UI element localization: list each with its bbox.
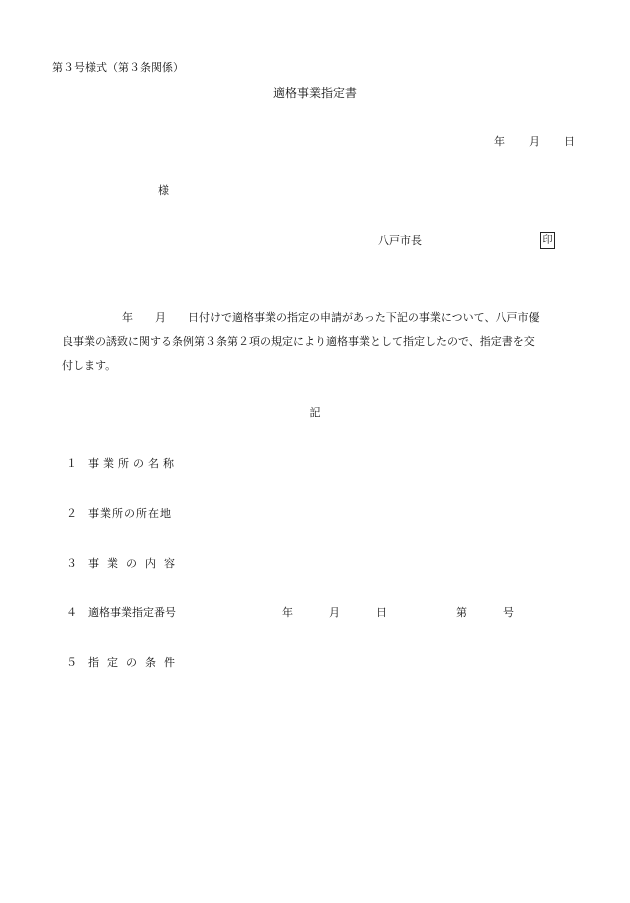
item-4-number-field xyxy=(456,606,514,620)
item-4-dai: 第 xyxy=(456,606,467,619)
item-5 xyxy=(66,656,183,670)
item-2 xyxy=(66,507,172,521)
ki-label: 記 xyxy=(309,406,321,419)
item-3-label: 事業の内容 xyxy=(88,557,183,570)
item-1-label: 事業所の名称 xyxy=(88,457,178,470)
body-line-1: 年 月 日付けで適格事業の指定の申請があった下記の事業について、八戸市優 xyxy=(122,311,540,324)
form-number: 第３号様式（第３条関係） xyxy=(52,61,184,74)
body-line-3: 付します。 xyxy=(62,359,117,372)
item-4-label: 適格事業指定番号 xyxy=(88,606,176,619)
item-1-number: １ xyxy=(66,457,77,470)
body-line-2: 良事業の誘致に関する条例第３条第２項の規定により適格事業として指定したので、指定書を交 xyxy=(62,335,535,348)
item-4 xyxy=(66,606,176,620)
item-2-number: ２ xyxy=(66,507,77,520)
header-date xyxy=(494,135,575,149)
item-2-label: 事業所の所在地 xyxy=(88,507,172,520)
seal-mark: 印 xyxy=(540,232,555,249)
header-date-year: 年 xyxy=(494,135,505,148)
addressee-suffix: 様 xyxy=(158,184,169,197)
item-4-number: ４ xyxy=(66,606,77,619)
item-4-go: 号 xyxy=(503,606,514,619)
item-4-day: 日 xyxy=(376,606,387,619)
document-title: 適格事業指定書 xyxy=(272,86,357,100)
header-date-month: 月 xyxy=(529,135,540,148)
item-5-number: ５ xyxy=(66,656,77,669)
header-date-day: 日 xyxy=(564,135,575,148)
item-3 xyxy=(66,557,183,571)
item-5-label: 指定の条件 xyxy=(88,656,183,669)
issuer-name: 八戸市長 xyxy=(378,234,422,247)
item-1 xyxy=(66,457,178,471)
item-4-month: 月 xyxy=(329,606,340,619)
body-paragraph xyxy=(62,306,578,378)
item-4-year: 年 xyxy=(282,606,293,619)
item-3-number: ３ xyxy=(66,557,77,570)
item-4-date xyxy=(282,606,387,620)
